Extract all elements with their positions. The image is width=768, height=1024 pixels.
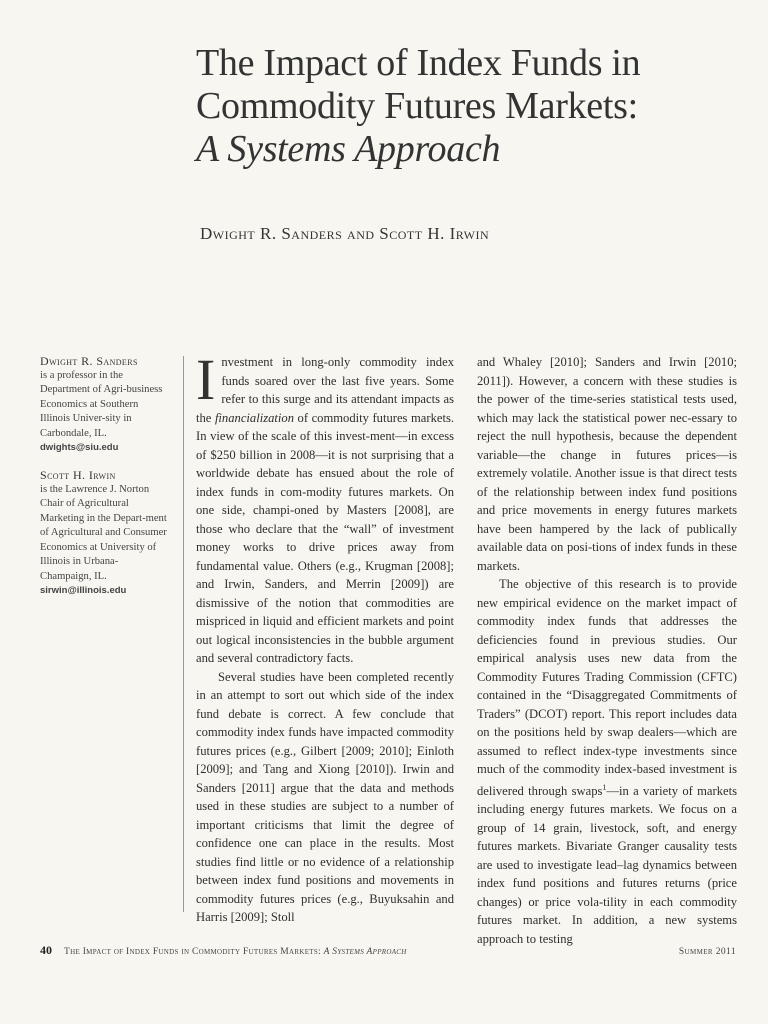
emphasis: financialization <box>214 410 294 425</box>
page-footer <box>40 943 736 958</box>
title-line-2: Commodity Futures Markets: <box>196 85 638 127</box>
title-line-1: The Impact of Index Funds in <box>196 42 641 84</box>
bio-name: Dwight R. Sanders <box>40 354 138 368</box>
paragraph <box>196 347 454 668</box>
paragraph <box>477 575 737 948</box>
page-number: 40 <box>40 943 52 957</box>
running-title <box>64 947 407 957</box>
drop-cap: I <box>196 347 216 412</box>
author-bio-irwin <box>40 468 168 599</box>
body-column-2 <box>477 353 737 948</box>
bio-email: sirwin@illinois.edu <box>40 585 127 596</box>
paragraph: and Whaley [2010]; Sanders and Irwin [2010; 2011]). However, a concern with these studies is the power of the time-series statistical tests used, which may lack the statistical power nec-essary to reject the null hypothesis, because the dependent variable—the change in futures prices—is extremely volatile. Another issue is that direct tests of the relationship between index fund positions and price movements in energy futures markets have been hampered by the lack of publically available data on posi-tions of index funds in these markets. <box>477 355 737 573</box>
paragraph-text: —in a variety of markets including energy futures markets. We focus on a group of 14 grain, livestock, soft, and energy futures markets. Bivariate Granger causality tests are used to investigate lead–lag dynamics between index fund positions and futures returns (price changes) or price vola-tility in each commodity futures market. In addition, a new systems approach to testing <box>477 783 737 946</box>
article-subtitle: A Systems Approach <box>196 128 501 170</box>
bio-name: Scott H. Irwin <box>40 468 116 482</box>
running-title-text: The Impact of Index Funds in Commodity Futures Markets: <box>64 947 324 957</box>
bio-text: is the Lawrence J. Norton Chair of Agricultural Marketing in the Depart-ment of Agricultural and Consumer Economics at University of Illinois in Urbana-Champaign, IL. <box>40 483 167 582</box>
issue-label: Summer 2011 <box>678 947 736 957</box>
author-line: Dwight R. Sanders and Scott H. Irwin <box>200 224 490 243</box>
article-title <box>196 42 736 171</box>
body-column-1 <box>196 347 454 927</box>
paragraph-text: of commodity futures markets. In view of the scale of this invest-ment—in excess of $250 billion in 2008—it is not surprising that a worldwide debate has ensued about the role of index funds in com-modity futures markets. On one side, champi-oned by Masters [2008], are those who declare that the “wall” of investment money works to drive prices away from fundamental value. Others (e.g., Krugman [2008]; and Irwin, Sanders, and Merrin [2009]) are dismissive of the notion that commodities are mispriced in liquid and efficient markets and point out logical inconsistencies in the bubble argument and several contradictory facts. <box>196 410 454 665</box>
paragraph: Several studies have been completed recently in an attempt to sort out which side of the index fund debate is correct. A few conclude that commodity index funds have impacted commodity futures prices (e.g., Gilbert [2009; 2010]; Einloth [2009]; and Tang and Xiong [2010]). Irwin and Sanders [2011] argue that the data and methods used in these studies are subject to a number of important criticisms that limit the degree of confidence one can place in the results. Most studies find little or no evidence of a relationship between index fund positions and movements in commodity futures prices (e.g., Buyuksahin and Harris [2009]; Stoll <box>196 669 454 924</box>
bio-email: dwights@siu.edu <box>40 442 119 453</box>
paragraph-text: nvestment in long-only commodity index funds soared over the last five years. Some refer to this surge and its attendant impacts as the <box>196 355 454 425</box>
footnote-marker: 1 <box>602 782 607 792</box>
column-divider <box>183 356 184 912</box>
running-subtitle: A Systems Approach <box>323 947 407 957</box>
bio-text: is a professor in the Department of Agri-business Economics at Southern Illinois Univer-sity in Carbondale, IL. <box>40 369 163 439</box>
paragraph-text: The objective of this research is to provide new empirical evidence on the market impact of commodity index funds that addresses the deficiencies found in previous studies. Our empirical analysis uses new data from the Commodity Futures Trading Commission (CFTC) contained in the “Disaggregated Commitments of Traders” (DCOT) report. This report includes data on the positions held by swap dealers—which are assumed to reflect index-type investments since much of the commodity index-based investment is delivered through swaps <box>477 577 737 798</box>
author-bio-sanders <box>40 354 168 456</box>
